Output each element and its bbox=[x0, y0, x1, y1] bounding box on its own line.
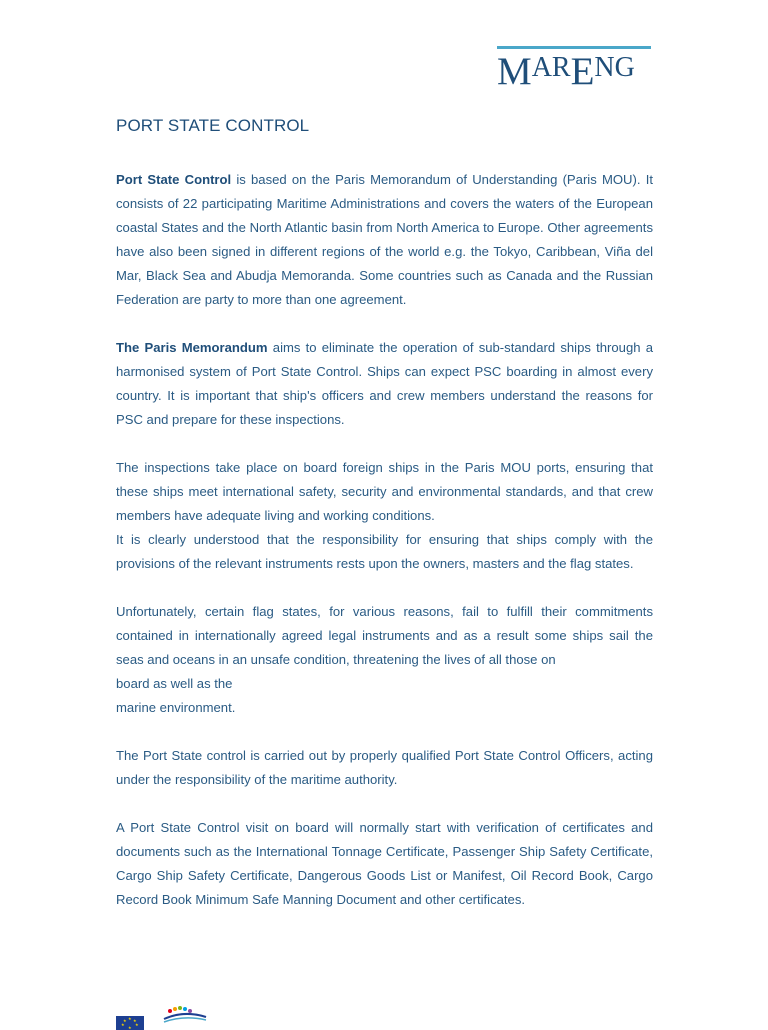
paragraph-line: marine environment. bbox=[116, 700, 236, 715]
paragraph-inspections bbox=[116, 456, 653, 528]
paragraph-flag-states bbox=[116, 600, 653, 720]
paragraph-paris-memorandum bbox=[116, 336, 653, 432]
paragraph-certificates bbox=[116, 816, 653, 912]
eu-flag-icon: ★ ★ ★ ★ ★ ★ bbox=[116, 1016, 144, 1030]
page-title: PORT STATE CONTROL bbox=[116, 116, 310, 135]
paragraph-text: Unfortunately, certain flag states, for various reasons, fail to fulfill their commitments contained in internationally agreed legal instruments and as a result some ships sail the seas and oceans in an unsafe condition, threatening the lives of all those on bbox=[116, 604, 653, 667]
paragraph-line: board as well as the bbox=[116, 676, 233, 691]
paragraph-text: It is clearly understood that the responsibility for ensuring that ships comply with the provisions of the relevant instruments rests upon the owners, masters and the flag states. bbox=[116, 532, 653, 571]
paragraph-officers bbox=[116, 744, 653, 792]
paragraph-text: The Port State control is carried out by properly qualified Port State Control Officers, acting under the responsibility of the maritime authority. bbox=[116, 748, 653, 787]
partner-logo-icon bbox=[160, 1006, 208, 1024]
logo-letters-ar: AR bbox=[531, 52, 571, 83]
paragraph-text: A Port State Control visit on board will normally start with verification of certificates and documents such as the International Tonnage Certificate, Passenger Ship Safety Certificate, Cargo Ship Safety Certificate, Dangerous Goods List or Manifest, Oil Record Book, Cargo Record Book Minimum Safe Manning Document and other certificates. bbox=[116, 820, 653, 907]
mareng-logo bbox=[497, 46, 651, 92]
paragraph-text: The inspections take place on board foreign ships in the Paris MOU ports, ensuring that these ships meet international safety, security and environmental standards, and that crew members have adequate living and working conditions. bbox=[116, 460, 653, 523]
footer-logos bbox=[116, 1006, 216, 1030]
paragraph-port-state-control bbox=[116, 168, 653, 312]
paragraph-responsibility bbox=[116, 528, 653, 576]
logo-letter-m: M bbox=[497, 50, 532, 93]
logo-wordmark bbox=[497, 52, 651, 91]
logo-top-bar bbox=[497, 46, 651, 49]
paragraph-lead: Port State Control bbox=[116, 172, 232, 187]
paragraph-lead: The Paris Memorandum bbox=[116, 340, 268, 355]
document-body bbox=[116, 168, 653, 936]
logo-letters-ng: NG bbox=[594, 52, 635, 83]
logo-letter-e: E bbox=[570, 50, 595, 93]
paragraph-text: is based on the Paris Memorandum of Understanding (Paris MOU). It consists of 22 participating Maritime Administrations and covers the waters of the European coastal States and the North Atlantic basin from North America to Europe. Other agreements have also been signed in different regions of the world e.g. the Tokyo, Caribbean, Viña del Mar, Black Sea and Abudja Memoranda. Some countries such as Canada and the Russian Federation are party to more than one agreement. bbox=[116, 172, 653, 307]
paragraph-text: aims to eliminate the operation of sub-standard ships through a harmonised system of Port State Control. Ships can expect PSC boarding in almost every country. It is important that ship's officers and crew members understand the reasons for PSC and prepare for these inspections. bbox=[116, 340, 653, 427]
